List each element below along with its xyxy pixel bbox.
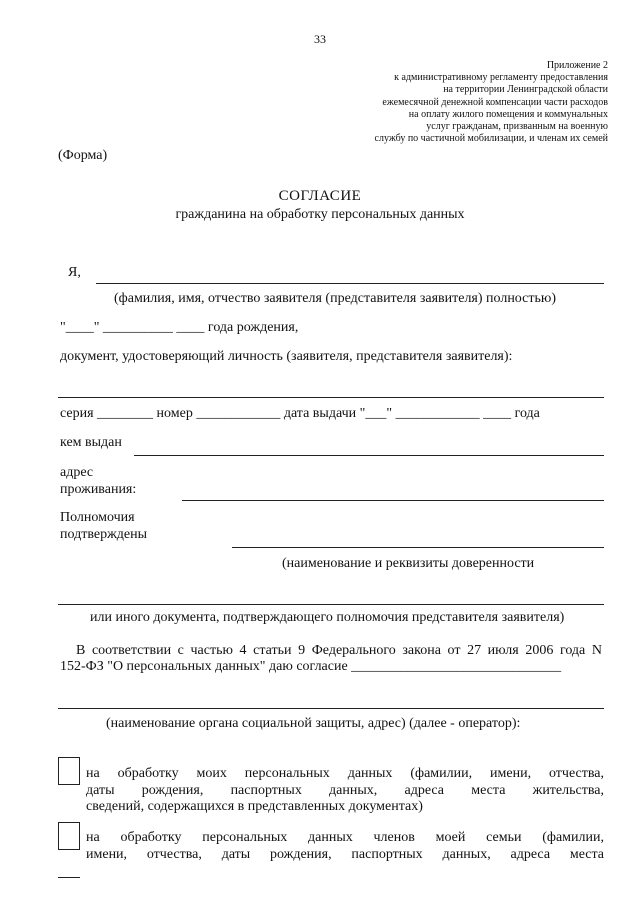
powers-label: Полномочия: [60, 510, 135, 525]
consent-text: на обработку персональных данных членов моей семьи (фамилии,: [86, 830, 604, 845]
other-document-hint: или иного документа, подтверждающего полномочия представителя заявителя): [90, 610, 565, 625]
document-title: СОГЛАСИЕ: [278, 188, 362, 204]
powers-line[interactable]: [232, 547, 604, 548]
operator-hint: (наименование органа социальной защиты, адрес) (далее - оператор):: [106, 716, 521, 731]
appendix-line: на территории Ленинградской области: [443, 84, 608, 96]
issued-by-line[interactable]: [134, 455, 604, 456]
document-label: документ, удостоверяющий личность (заявителя, представителя заявителя):: [60, 349, 513, 364]
powers-label: подтверждены: [60, 527, 147, 542]
consent-own-checkbox[interactable]: [58, 757, 80, 785]
law-line: В соответствии с частью 4 статьи 9 Федерального закона от 27 июля 2006 года N: [76, 643, 602, 658]
form-label: (Форма): [58, 148, 108, 163]
address-label: проживания:: [60, 482, 137, 497]
appendix-line: к административному регламенту предоставления: [394, 72, 608, 84]
checkbox-edge: [58, 877, 80, 878]
i-label: Я,: [68, 265, 81, 280]
consent-text: имени, отчества, даты рождения, паспортных данных, адреса места: [86, 847, 604, 862]
appendix-header: [375, 60, 608, 145]
fio-line[interactable]: [96, 283, 604, 284]
consent-text: сведений, содержащихся в представленных документах): [86, 799, 423, 814]
birth-line[interactable]: "____" __________ ____ года рождения,: [60, 320, 299, 335]
appendix-line: на оплату жилого помещения и коммунальных: [408, 108, 608, 120]
document-line[interactable]: [58, 397, 604, 398]
operator-line[interactable]: [58, 708, 604, 709]
issued-by-label: кем выдан: [60, 435, 122, 450]
appendix-line: службу по частичной мобилизации, и членам их семей: [374, 133, 608, 145]
address-line[interactable]: [182, 500, 604, 501]
other-document-line[interactable]: [58, 604, 604, 605]
consent-text: даты рождения, паспортных данных, адреса места жительства,: [86, 783, 604, 798]
page-number: 33: [314, 32, 326, 46]
consent-text: на обработку моих персональных данных (фамилии, имени, отчества,: [86, 766, 604, 781]
series-number-line[interactable]: серия ________ номер ____________ дата выдачи "___" ____________ ____ года: [60, 406, 540, 421]
appendix-line: Приложение 2: [546, 60, 608, 71]
consent-family-checkbox[interactable]: [58, 822, 80, 850]
address-label: адрес: [60, 465, 94, 480]
law-line[interactable]: 152-ФЗ "О персональных данных" даю согласие ______________________________: [60, 659, 562, 674]
power-hint: (наименование и реквизиты доверенности: [282, 556, 535, 571]
document-subtitle: гражданина на обработку персональных данных: [175, 207, 465, 222]
fio-hint: (фамилия, имя, отчество заявителя (представителя заявителя) полностью): [114, 291, 556, 306]
appendix-line: услуг гражданам, призванным на военную: [426, 121, 608, 133]
appendix-line: ежемесячной денежной компенсации части расходов: [382, 96, 608, 108]
